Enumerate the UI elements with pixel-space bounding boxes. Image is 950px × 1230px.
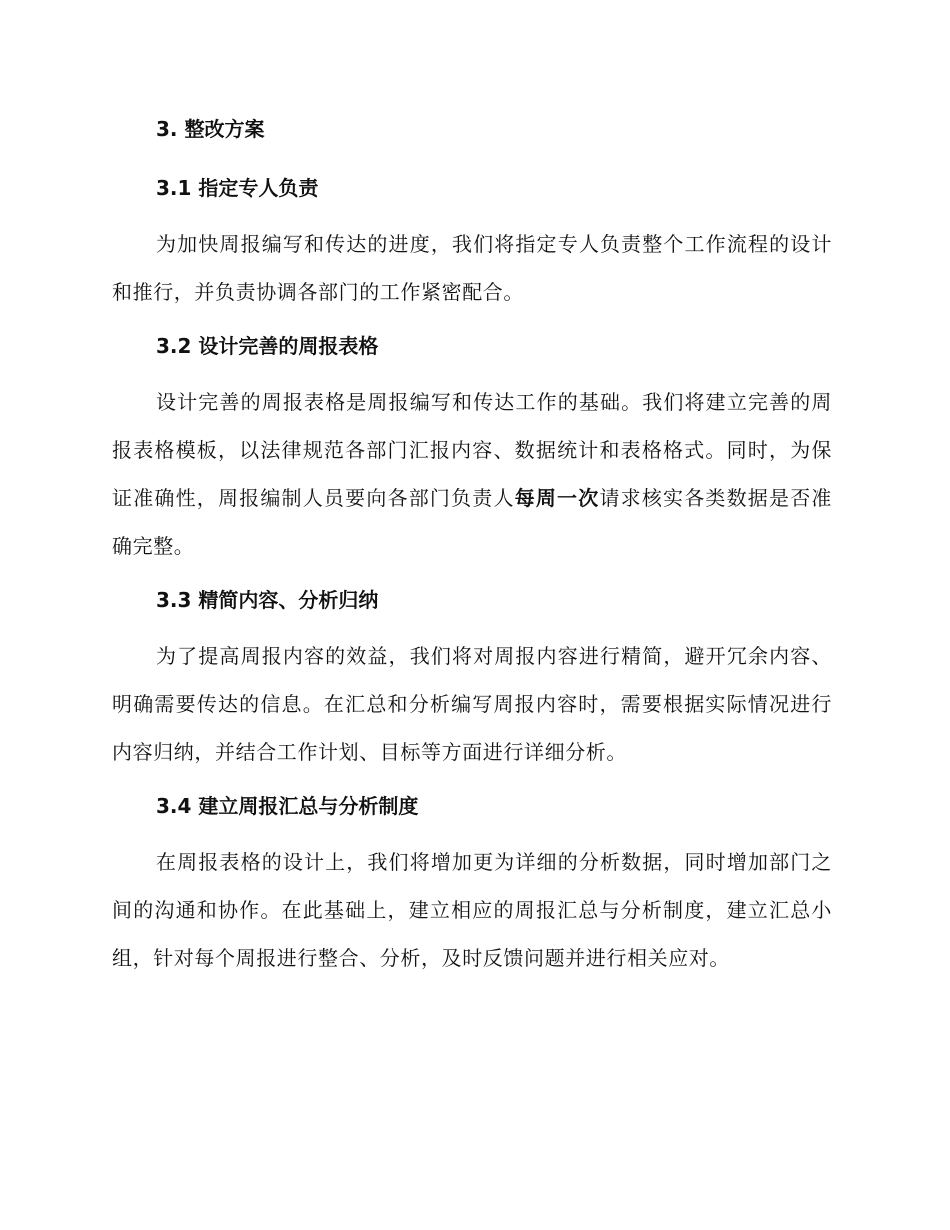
- subsection-heading-3-2: 3.2 设计完善的周报表格: [156, 334, 379, 358]
- subsection-paragraph-3-4: 在周报表格的设计上，我们将增加更为详细的分析数据，同时增加部门之间的沟通和协作。在此基础上，建立相应的周报汇总与分析制度，建立汇总小组，针对每个周报进行整合、分析，及时反馈问题并进行相关应对。: [112, 850, 832, 970]
- paragraph-text-after-emphasis: 请求核实各类数据是否准确完整。: [112, 486, 832, 558]
- document-body: [112, 111, 832, 982]
- section-title: 3. 整改方案: [156, 117, 265, 141]
- subsection-heading-3-3: 3.3 精简内容、分析归纳: [156, 588, 379, 612]
- emphasis-text: 每周一次: [514, 486, 600, 510]
- subsection-paragraph-3-3: 为了提高周报内容的效益，我们将对周报内容进行精简，避开冗余内容、明确需要传达的信息。在汇总和分析编写周报内容时，需要根据实际情况进行内容归纳，并结合工作计划、目标等方面进行详细分析。: [112, 644, 832, 764]
- subsection-paragraph-3-2: [112, 378, 832, 570]
- paragraph-text-before-emphasis: 设计完善的周报表格是周报编写和传达工作的基础。我们将建立完善的周报表格模板，以法律规范各部门汇报内容、数据统计和表格格式。同时，为保证准确性，周报编制人员要向各部门负责人: [112, 390, 832, 510]
- subsection-paragraph-3-1: 为加快周报编写和传达的进度，我们将指定专人负责整个工作流程的设计和推行，并负责协调各部门的工作紧密配合。: [112, 232, 832, 304]
- subsection-heading-3-4: 3.4 建立周报汇总与分析制度: [156, 794, 419, 818]
- subsection-heading-3-1: 3.1 指定专人负责: [156, 176, 319, 200]
